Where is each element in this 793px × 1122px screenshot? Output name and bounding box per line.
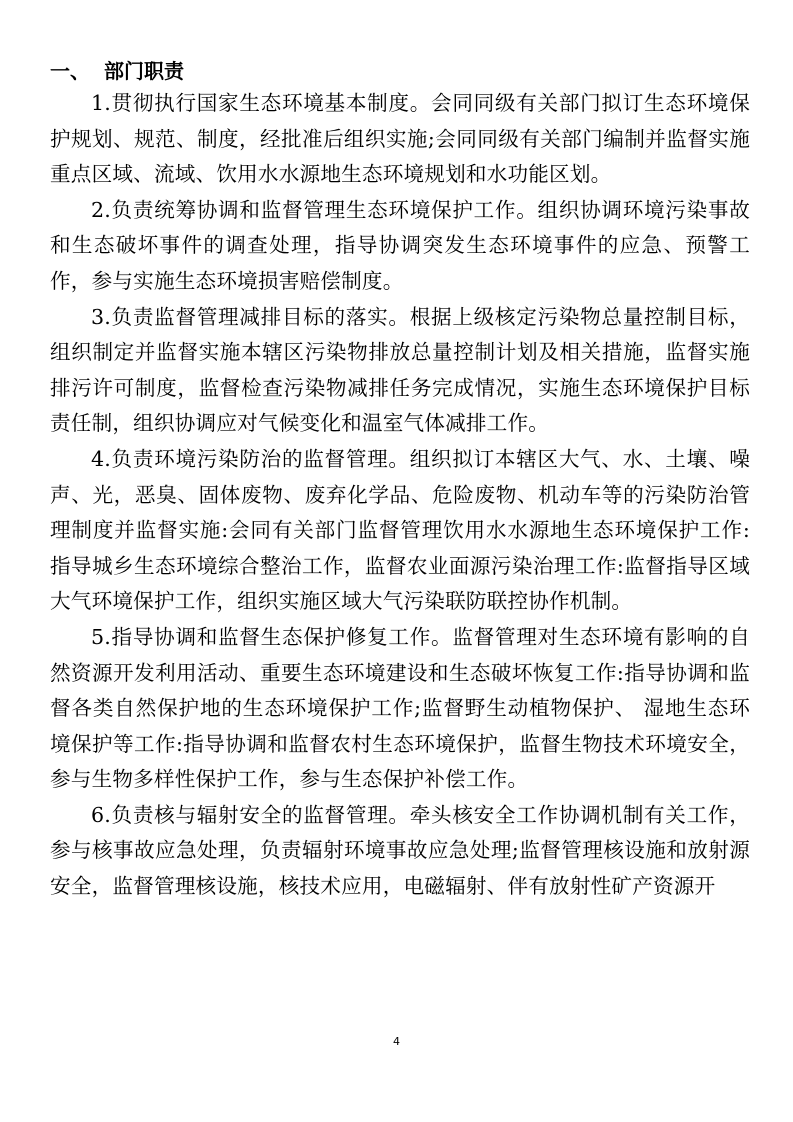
paragraph-4: 4.负责环境污染防治的监督管理。组织拟订本辖区大气、水、土壤、噪声、光，恶臭、固体废物、废弃化学品、危险废物、机动车等的污染防治管理制度并监督实施:会同有关部门监督管理饮用水水源地生态环境保护工作:指导城乡生态环境综合整治工作，监督农业面源污染治理工作:监督指导区域大气环境保护工作，组织实施区域大气污染联防联控协作机制。	[50, 446, 750, 614]
paragraph-3: 3.负责监督管理减排目标的落实。根据上级核定污染物总量控制目标，组织制定并监督实施本辖区污染物排放总量控制计划及相关措施，监督实施排污许可制度，监督检查污染物减排任务完成情况，实施生态环境保护目标责任制，组织协调应对气候变化和温室气体减排工作。	[50, 304, 750, 436]
paragraph-1: 1.贯彻执行国家生态环境基本制度。会同同级有关部门拟订生态环境保护规划、规范、制度，经批准后组织实施;会同同级有关部门编制并监督实施重点区域、流域、饮用水水源地生态环境规划和水功能区划。	[50, 91, 750, 187]
section-heading	[50, 58, 184, 84]
paragraph-6: 6.负责核与辐射安全的监督管理。牵头核安全工作协调机制有关工作，参与核事故应急处理，负责辐射环境事故应急处理;监督管理核设施和放射源安全，监督管理核设施，核技术应用，电磁辐射、伴有放射性矿产资源开	[50, 802, 750, 899]
body-text	[50, 86, 750, 905]
paragraph-2: 2.负责统筹协调和监督管理生态环境保护工作。组织协调环境污染事故和生态破坏事件的调查处理，指导协调突发生态环境事件的应急、预警工作，参与实施生态环境损害赔偿制度。	[50, 197, 750, 293]
section-number: 一、	[50, 59, 90, 83]
section-title: 部门职责	[104, 59, 184, 83]
paragraph-5: 5.指导协调和监督生态保护修复工作。监督管理对生态环境有影响的自然资源开发利用活动、重要生态环境建设和生态破坏恢复工作:指导协调和监督各类自然保护地的生态环境保护工作;监督野生动植物保护、 湿地生态环境保护等工作:指导协调和监督农村生态环境保护，监督生物技术环境安全，参与生物多样性保护工作，参与生态保护补偿工作。	[50, 624, 750, 792]
page-number: 4	[393, 1035, 400, 1048]
